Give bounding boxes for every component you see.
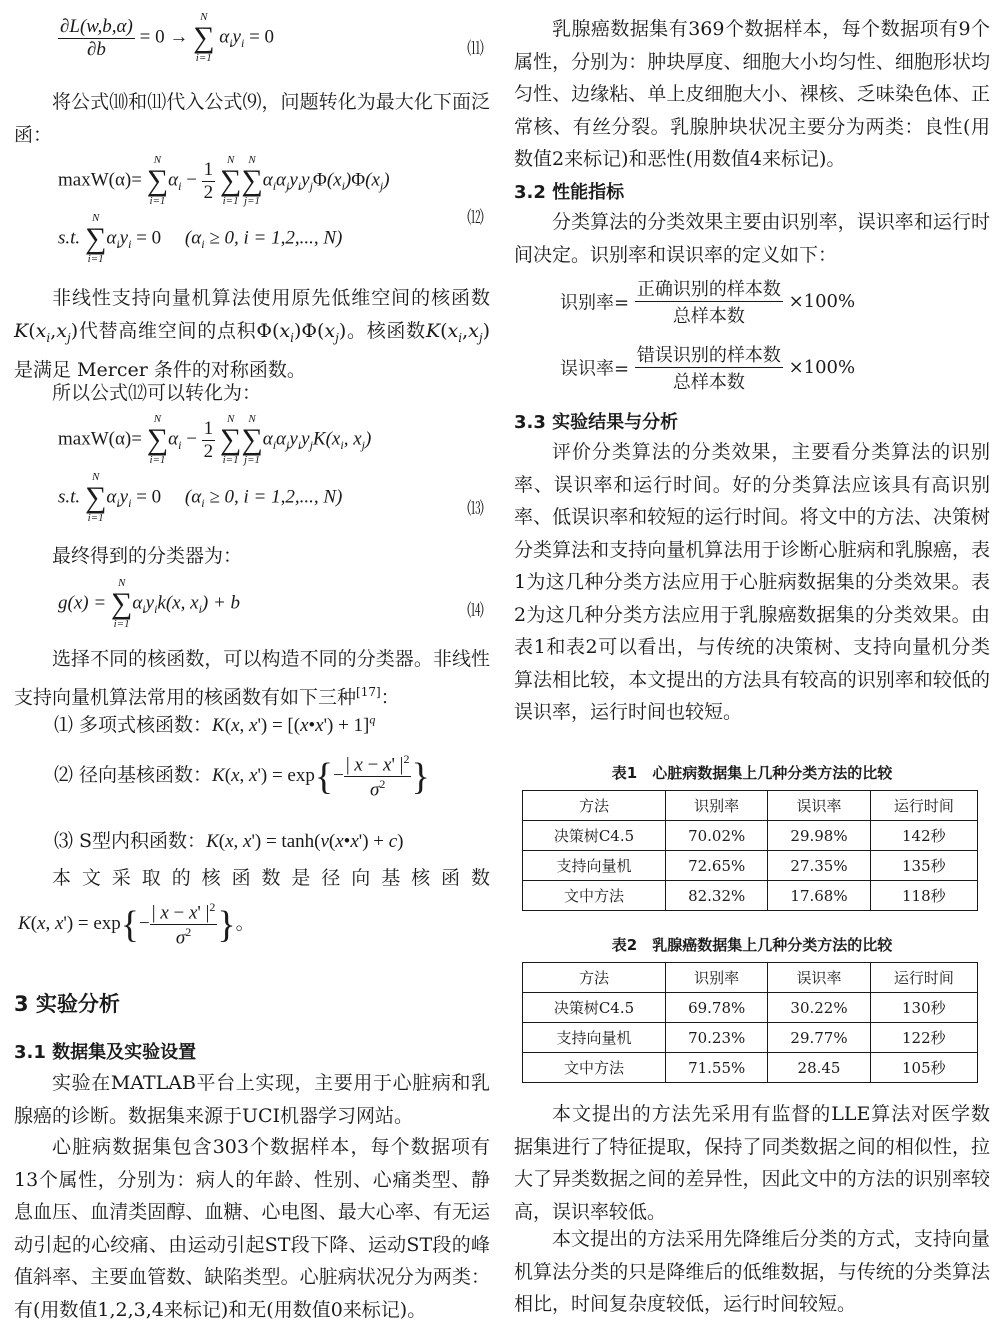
table-cell: 70.02% — [666, 821, 768, 851]
paragraph-nonlinear: 非线性支持向量机算法使用原先低维空间的核函数$K(x_i,x_j)$代替高维空间的点积$\Phi(x_i)\Phi(x_j)$。核函数$K(x_i,x_j)$是满足 Mercer 条件的对称函数。 — [14, 287, 490, 381]
eq11-rhs: = 0 → — [139, 26, 194, 48]
paragraph-transform: 所以公式⑿可以转化为： — [52, 382, 262, 404]
eq11-denominator: ∂b — [86, 38, 106, 60]
paragraph-dimension-reduction: 本文提出的方法采用先降维后分类的方式，支持向量机算法分类的只是降维后的低维数据，与传统的分类算法相比，时间复杂度较低，运行时间较短。 — [514, 1228, 990, 1315]
paragraph-matlab: 实验在MATLAB平台上实现，主要用于心脏病和乳腺癌的诊断。数据集来源于UCI机器学习网站。 — [14, 1072, 490, 1127]
eq14-number: ⒁ — [467, 601, 484, 620]
eq11-numerator: ∂L(w,b,α) — [60, 15, 133, 37]
equation-12: maxW(α)= N ∑ i=1 $\alpha_i$ − $\frac{1}{2}$ N ∑ i=1 N ∑ j=1 $\alpha_i\alpha_jy_iy_j\Phi(x_i)\Phi(x_j)$ ⑿ s.t. N ∑ i=1 $\alpha_iy_i = 0$ ($\alpha_i \ge 0$, i = 1,2,..., N) — [58, 154, 484, 265]
table-header-cell: 识别率 — [666, 963, 768, 993]
paragraph-final-classifier: 最终得到的分类器为： — [52, 545, 243, 567]
table-cell: 82.32% — [666, 881, 768, 911]
paragraph-substitute: 将公式⑽和⑾代入公式⑼，问题转化为最大化下面泛函： — [14, 91, 490, 146]
table-row — [523, 851, 978, 881]
table-cell: 17.68% — [768, 881, 870, 911]
table-cell: 文中方法 — [523, 881, 666, 911]
table2-caption: 表2 乳腺癌数据集上几种分类方法的比较 — [611, 936, 893, 954]
table-cell: 70.23% — [666, 1023, 768, 1053]
table-cell: 支持向量机 — [523, 1023, 666, 1053]
equation-13: maxW(α)= N ∑ i=1 $\alpha_i$ − $\frac{1}{2}$ N ∑ i=1 N ∑ j=1 $\alpha_i\alpha_jy_iy_jK(x_i$, $x_j$) s.t. N ∑ i=1 $\alpha_iy_i = 0$ ($\alpha_i \ge 0$, i = 1,2,..., N) ⒀ — [58, 413, 484, 524]
table-cell: 文中方法 — [523, 1053, 666, 1083]
table-cell: 118秒 — [870, 881, 977, 911]
table-cell: 27.35% — [768, 851, 870, 881]
table-cell: 30.22% — [768, 993, 870, 1023]
table-header-cell: 运行时间 — [870, 963, 977, 993]
eq12-number: ⑿ — [467, 208, 484, 227]
table-header-cell: 识别率 — [666, 791, 768, 821]
table-cell: 支持向量机 — [523, 851, 666, 881]
table-row — [523, 1023, 978, 1053]
table-cell: 28.45 — [768, 1053, 870, 1083]
table-cell: 决策树C4.5 — [523, 821, 666, 851]
table-cell: 29.98% — [768, 821, 870, 851]
table2 — [522, 962, 978, 1083]
paragraph-performance: 分类算法的分类效果主要由识别率，误识率和运行时间决定。识别率和误识率的定义如下： — [514, 211, 990, 266]
section-heading-3: 3 实验分析 — [14, 992, 120, 1016]
table-cell: 142秒 — [870, 821, 977, 851]
table-cell: 29.77% — [768, 1023, 870, 1053]
table-cell: 105秒 — [870, 1053, 977, 1083]
equation-14: g(x) = N ∑ i=1 $\alpha_iy_ik(x$, $x_i) + b$ ⒁ — [58, 577, 484, 630]
table-header-cell: 误识率 — [768, 791, 870, 821]
table-row — [523, 821, 978, 851]
table-cell: 69.78% — [666, 993, 768, 1023]
table-cell: 122秒 — [870, 1023, 977, 1053]
table-row — [523, 881, 978, 911]
paragraph-lle: 本文提出的方法先采用有监督的LLE算法对医学数据集进行了特征提取，保持了同类数据之间的相似性，拉大了异类数据之间的差异性，因此文中的方法的识别率较高，误识率较低。 — [514, 1103, 990, 1223]
subsection-heading-3-1: 3.1 数据集及实验设置 — [14, 1042, 197, 1063]
kernel-sigmoid: ⑶ S型内积函数：K(x, x') = tanh(v(x•x') + c) — [54, 830, 404, 852]
kernel-rbf: ⑵ 径向基核函数：K(x, x') = exp{− $\frac{| x - x' |^2}{\sigma^2}$ } — [54, 752, 430, 801]
table-cell: 71.55% — [666, 1053, 768, 1083]
table2-header-row — [523, 963, 978, 993]
paragraph-kernel-choice: 选择不同的核函数，可以构造不同的分类器。非线性支持向量机算法常用的核函数有如下三种[17]： — [14, 648, 490, 708]
table1-header-row — [523, 791, 978, 821]
table-cell: 72.65% — [666, 851, 768, 881]
eq13-number: ⒀ — [467, 499, 484, 518]
subsection-heading-3-3: 3.3 实验结果与分析 — [514, 412, 679, 433]
table1 — [522, 790, 978, 911]
table-header-cell: 方法 — [523, 963, 666, 993]
kernel-polynomial: ⑴ 多项式核函数：K(x, x') = [(x•x') + 1]$^q$ — [54, 712, 376, 736]
table-header-cell: 误识率 — [768, 963, 870, 993]
eq11-number: ⑾ — [467, 39, 484, 58]
equation-11: $\frac{\partial L(w,b,\alpha)}{\partial b}$ = 0 → N ∑ i=1 $\alpha_iy_i = 0$ ⑾ — [60, 11, 484, 64]
paragraph-heart-dataset: 心脏病数据集包含303个数据样本，每个数据项有13个属性，分别为：病人的年龄、性别、心痛类型、静息血压、血清类固醇、血糖、心电图、最大心率、有无运动引起的心绞痛、由运动引起ST段下降、运动ST段的峰值斜率、主要血管数、缺陷类型。心脏病状况分为两类：有(用数值1,2,3,4来标记)和无(用数值0来标记)。 — [14, 1136, 490, 1321]
formula-recognition-rate: 识别率= $\frac{\text{正确识别的样本数}}{\text{总样本数}}$ ×100% — [560, 275, 855, 331]
table-header-cell: 运行时间 — [870, 791, 977, 821]
kernel-rbf-adopted: K(x, x') = exp{− $\frac{| x - x' |^2}{\sigma^2}$ }。 — [18, 900, 255, 949]
table-cell: 135秒 — [870, 851, 977, 881]
table1-caption: 表1 心脏病数据集上几种分类方法的比较 — [611, 764, 893, 782]
table-cell: 130秒 — [870, 993, 977, 1023]
table-row — [523, 1053, 978, 1083]
paragraph-evaluation: 评价分类算法的分类效果，主要看分类算法的识别率、误识率和运行时间。好的分类算法应该具有高识别率、低误识率和较短的运行时间。将文中的方法、决策树分类算法和支持向量机算法用于诊断心脏病和乳腺癌，表1为这几种分类方法应用于心脏病数据集的分类效果。表2为这几种分类方法应用于乳腺癌数据集的分类效果。由表1和表2可以看出，与传统的决策树、支持向量机分类算法相比较，本文提出的方法具有较高的识别率和较低的误识率，运行时间也较短。 — [514, 441, 990, 723]
paragraph-breast-dataset: 乳腺癌数据集有369个数据样本，每个数据项有9个属性，分别为：肿块厚度、细胞大小均匀性、细胞形状均匀性、边缘粘、单上皮细胞大小、裸核、乏味染色体、正常核、有丝分裂。乳腺肿块状况主要分为两类：良性(用数值2来标记)和恶性(用数值4来标记)。 — [514, 18, 990, 170]
table-header-cell: 方法 — [523, 791, 666, 821]
table-cell: 决策树C4.5 — [523, 993, 666, 1023]
formula-error-rate: 误识率= $\frac{\text{错误识别的样本数}}{\text{总样本数}}$ ×100% — [560, 341, 855, 397]
paragraph-adopt-kernel: 本文采取的核函数是径向基核函数 — [52, 867, 490, 889]
table-row — [523, 993, 978, 1023]
subsection-heading-3-2: 3.2 性能指标 — [514, 182, 625, 203]
